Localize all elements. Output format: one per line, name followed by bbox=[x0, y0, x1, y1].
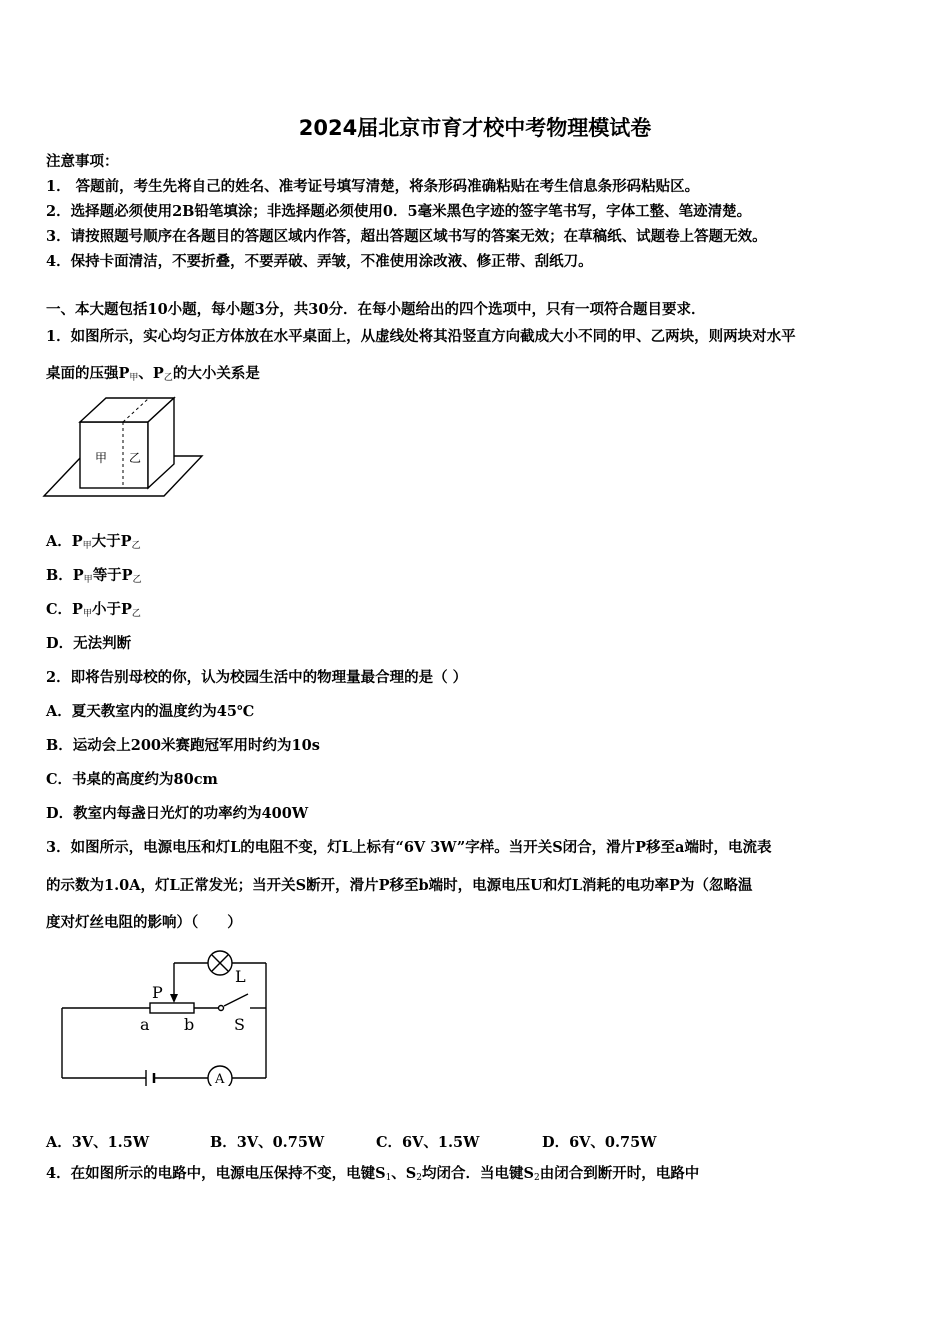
label-a: a bbox=[140, 1015, 150, 1034]
notice-item: 3．请按照题号顺序在各题目的答题区域内作答，超出答题区域书写的答案无效；在草稿纸、试题卷上答题无效。 bbox=[46, 228, 767, 245]
q3-option-a[interactable]: A．3V、1.5W bbox=[46, 1134, 150, 1151]
cube-label-jia: 甲 bbox=[95, 451, 108, 465]
label-b: b bbox=[184, 1015, 195, 1034]
q3-stem-line2: 的示数为1.0A，灯L正常发光；当开关S断开，滑片P移至b端时，电源电压U和灯L消耗的电功率P为（忽略温 bbox=[46, 877, 753, 894]
section-heading: 一、本大题包括10小题，每小题3分，共30分．在每小题给出的四个选项中，只有一项符合题目要求． bbox=[46, 301, 706, 318]
notice-item: 2．选择题必须使用2B铅笔填涂；非选择题必须使用0．5毫米黑色字迹的签字笔书写，字体工整、笔迹清楚。 bbox=[46, 203, 752, 220]
q2-option-c[interactable]: C．书桌的高度约为80cm bbox=[46, 771, 218, 788]
notice-item: 1． 答题前，考生先将自己的姓名、准考证号填写清楚，将条形码准确粘贴在考生信息条形码粘贴区。 bbox=[46, 178, 700, 195]
q1-option-b[interactable]: B．$P_甲$等于$P_乙$ bbox=[46, 567, 142, 585]
q3-option-d[interactable]: D．6V、0.75W bbox=[542, 1134, 657, 1151]
q1-stem-line1: 1．如图所示，实心均匀正方体放在水平桌面上，从虚线处将其沿竖直方向截成大小不同的甲、乙两块，则两块对水平 bbox=[46, 328, 796, 345]
q1-option-d[interactable]: D．无法判断 bbox=[46, 635, 132, 652]
q3-stem-line3: 度对灯丝电阻的影响）（ ） bbox=[46, 914, 242, 931]
page-title: 2024届北京市育才校中考物理模试卷 bbox=[298, 116, 652, 140]
label-s: S bbox=[234, 1015, 245, 1034]
q3-option-b[interactable]: B．3V、0.75W bbox=[210, 1134, 325, 1151]
label-l: L bbox=[235, 967, 246, 986]
q1-cube-figure bbox=[40, 392, 210, 502]
q3-option-c[interactable]: C．6V、1.5W bbox=[376, 1134, 480, 1151]
label-p: P bbox=[152, 983, 163, 1002]
q1-stem-line2: 桌面的压强$P_甲$、$P_乙$的大小关系是 bbox=[46, 365, 260, 383]
notice-heading: 注意事项： bbox=[46, 153, 119, 170]
q4-stem: 4．在如图所示的电路中，电源电压保持不变，电键$S_1$、$S_2$均闭合．当电键$S_2$由闭合到断开时，电路中 bbox=[46, 1165, 700, 1183]
q1-option-c[interactable]: C．$P_甲$小于$P_乙$ bbox=[46, 601, 141, 619]
q2-stem: 2．即将告别母校的你，认为校园生活中的物理量最合理的是（ ） bbox=[46, 669, 468, 686]
q2-option-b[interactable]: B．运动会上200米赛跑冠军用时约为10s bbox=[46, 737, 320, 754]
q3-circuit-figure bbox=[50, 946, 280, 1086]
ammeter-label: A bbox=[215, 1072, 225, 1086]
q3-stem-line1: 3．如图所示，电源电压和灯L的电阻不变，灯L上标有“6V 3W”字样。当开关S闭合，滑片P移至a端时，电流表 bbox=[46, 839, 772, 856]
cube-label-yi: 乙 bbox=[129, 451, 142, 465]
q1-option-a[interactable]: A．$P_甲$大于$P_乙$ bbox=[46, 533, 141, 551]
q2-option-a[interactable]: A．夏天教室内的温度约为45℃ bbox=[46, 703, 255, 720]
q2-option-d[interactable]: D．教室内每盏日光灯的功率约为400W bbox=[46, 805, 309, 822]
notice-item: 4．保持卡面清洁，不要折叠，不要弄破、弄皱，不准使用涂改液、修正带、刮纸刀。 bbox=[46, 253, 593, 270]
